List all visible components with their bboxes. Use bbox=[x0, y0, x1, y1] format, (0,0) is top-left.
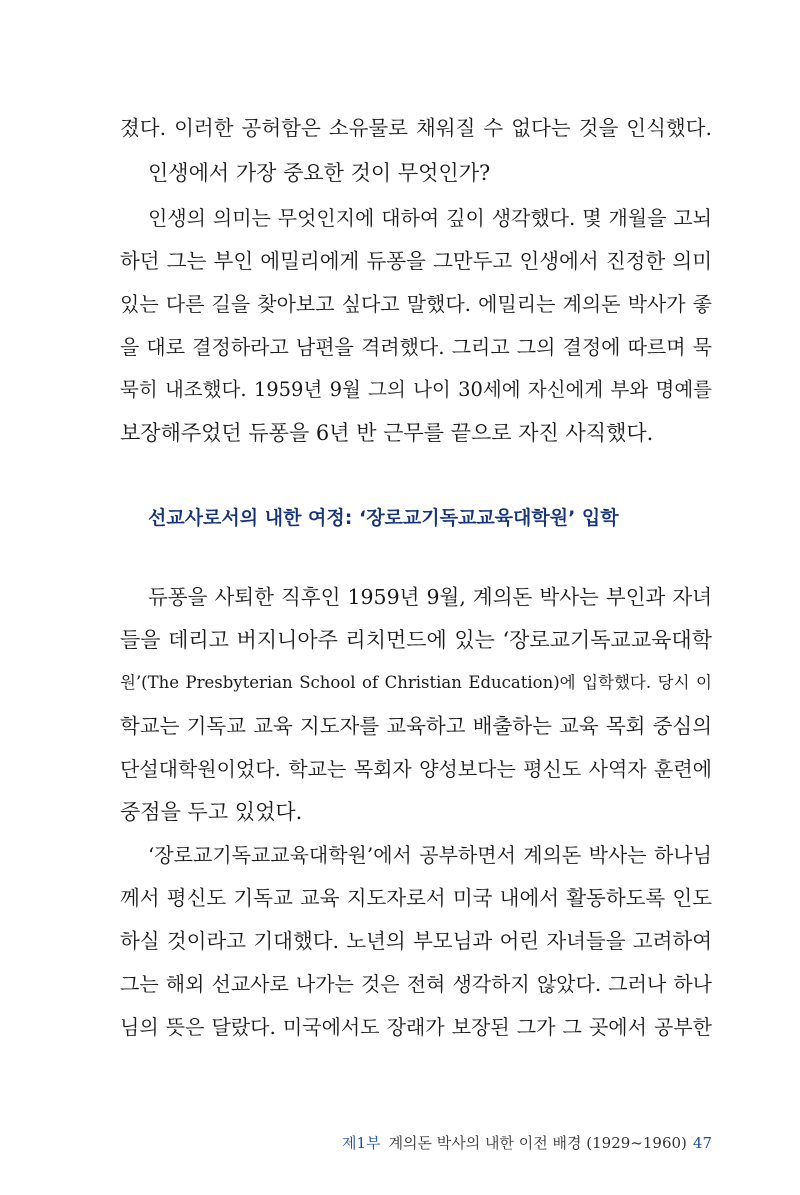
paragraph-line: 있는 다른 길을 찾아보고 싶다고 말했다. 에밀리는 계의돈 박사가 좋 bbox=[120, 292, 712, 316]
page-number: 47 bbox=[692, 1134, 712, 1152]
section-heading: 선교사로서의 내한 여정: ‘장로교기독교교육대학원’ 입학 bbox=[148, 507, 619, 529]
paragraph-line: 께서 평신도 기독교 교육 지도자로서 미국 내에서 활동하도록 인도 bbox=[120, 886, 712, 910]
paragraph-line: 원’(The Presbyterian School of Christian Education)에 입학했다. 당시 이 bbox=[120, 673, 712, 692]
paragraph-line: 인생에서 가장 중요한 것이 무엇인가? bbox=[148, 161, 491, 185]
paragraph-line: 중점을 두고 있었다. bbox=[120, 800, 303, 824]
paragraph-line: 들을 데리고 버지니아주 리치먼드에 있는 ‘장로교기독교교육대학 bbox=[120, 628, 712, 652]
paragraph-line: 학교는 기독교 교육 지도자를 교육하고 배출하는 교육 목회 중심의 bbox=[120, 714, 712, 738]
running-footer bbox=[342, 1132, 712, 1153]
paragraph-line: 보장해주었던 듀퐁을 6년 반 근무를 끝으로 자진 사직했다. bbox=[120, 421, 654, 445]
paragraph-line: 인생의 의미는 무엇인지에 대하여 깊이 생각했다. 몇 개월을 고뇌 bbox=[148, 206, 712, 230]
paragraph-line: 하실 것이라고 기대했다. 노년의 부모님과 어린 자녀들을 고려하여 bbox=[120, 929, 712, 953]
footer-part-label: 제1부 bbox=[342, 1134, 381, 1152]
paragraph-line: 듀퐁을 사퇴한 직후인 1959년 9월, 계의돈 박사는 부인과 자녀 bbox=[148, 585, 712, 609]
paragraph-line: 하던 그는 부인 에밀리에게 듀퐁을 그만두고 인생에서 진정한 의미 bbox=[120, 249, 712, 273]
paragraph-line: 그는 해외 선교사로 나가는 것은 전혀 생각하지 않았다. 그러나 하나 bbox=[120, 972, 712, 996]
paragraph-line: 을 대로 결정하라고 남편을 격려했다. 그리고 그의 결정에 따르며 묵 bbox=[120, 335, 712, 359]
paragraph-line: 묵히 내조했다. 1959년 9월 그의 나이 30세에 자신에게 부와 명예를 bbox=[120, 378, 712, 401]
paragraph-line: 님의 뜻은 달랐다. 미국에서도 장래가 보장된 그가 그 곳에서 공부한 bbox=[120, 1015, 712, 1039]
footer-chapter-title: 계의돈 박사의 내한 이전 배경 (1929~1960) bbox=[388, 1134, 687, 1152]
paragraph-line: 졌다. 이러한 공허함은 소유물로 채워질 수 없다는 것을 인식했다. bbox=[120, 116, 712, 140]
paragraph-line: ‘장로교기독교교육대학원’에서 공부하면서 계의돈 박사는 하나님 bbox=[148, 843, 712, 867]
paragraph-line: 단설대학원이었다. 학교는 목회자 양성보다는 평신도 사역자 훈련에 bbox=[120, 757, 712, 781]
